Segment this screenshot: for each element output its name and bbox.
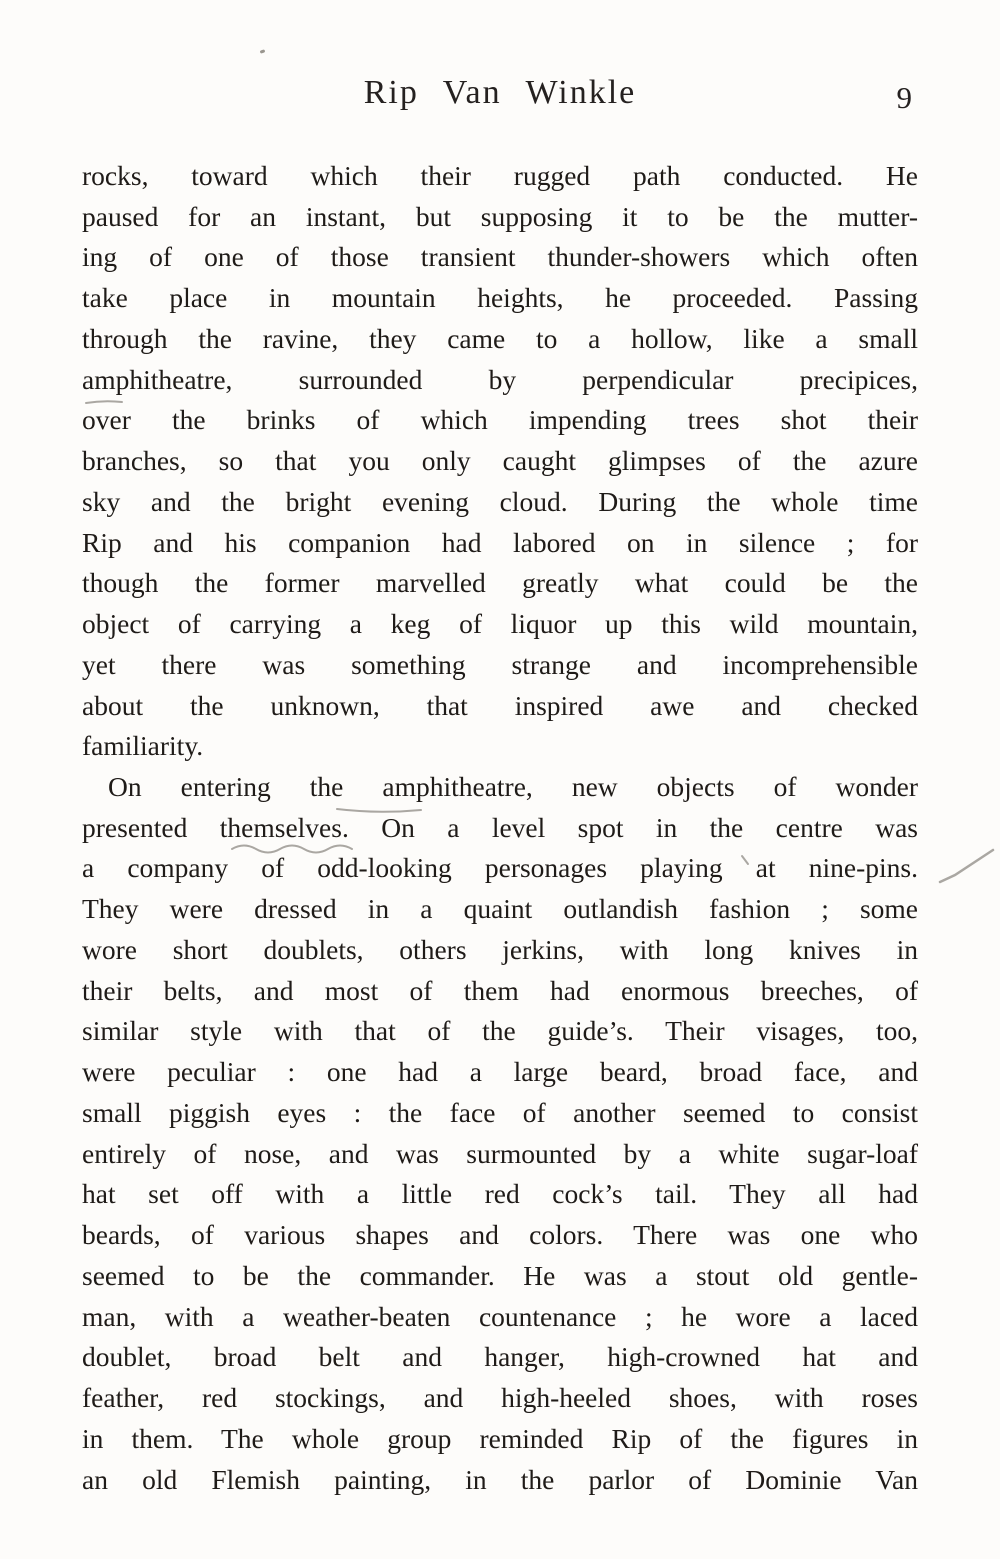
text-line: entirely of nose, and was surmounted by a white sugar-loaf xyxy=(82,1137,918,1169)
text-line: object of carrying a keg of liquor up this wild mountain, xyxy=(82,608,918,640)
text-line-paragraph-end: familiarity. xyxy=(82,730,204,762)
text-line: in them. The whole group reminded Rip of the figures in xyxy=(82,1422,918,1454)
text-line: through the ravine, they came to a hollow, like a small xyxy=(82,322,918,354)
text-line: wore short doublets, others jerkins, with long knives in xyxy=(82,933,918,965)
text-line: feather, red stockings, and high-heeled shoes, with roses xyxy=(82,1382,918,1414)
text-block xyxy=(82,156,918,1500)
text-line: an old Flemish painting, in the parlor of Dominie Van xyxy=(82,1463,918,1495)
text-line: doublet, broad belt and hanger, high-crowned hat and xyxy=(82,1341,918,1373)
text-line: amphitheatre, surrounded by perpendicular precipices, xyxy=(82,363,918,395)
text-line: sky and the bright evening cloud. During the whole time xyxy=(82,485,918,517)
text-line: seemed to be the commander. He was a stout old gentle- xyxy=(82,1259,918,1291)
text-line: presented themselves. On a level spot in the centre was xyxy=(82,811,918,843)
text-line: a company of odd-looking personages playing at nine-pins. xyxy=(82,852,918,884)
text-line: though the former marvelled greatly what could be the xyxy=(82,567,918,599)
pencil-check-icon xyxy=(940,850,993,882)
text-line: Rip and his companion had labored on in silence ; for xyxy=(82,526,918,558)
text-line: ing of one of those transient thunder-showers which often xyxy=(82,241,918,273)
text-line: rocks, toward which their rugged path conducted. He xyxy=(82,160,918,191)
text-line: take place in mountain heights, he proceeded. Passing xyxy=(82,282,918,314)
page-title: Rip Van Winkle xyxy=(363,74,637,111)
text-line: their belts, and most of them had enormous breeches, of xyxy=(82,974,918,1006)
text-line: hat set off with a little red cock’s tail. They all had xyxy=(82,1178,918,1210)
text-line: over the brinks of which impending trees shot their xyxy=(82,404,918,436)
text-line: were peculiar : one had a large beard, broad face, and xyxy=(82,1056,918,1088)
text-line: about the unknown, that inspired awe and checked xyxy=(82,689,918,721)
text-line: branches, so that you only caught glimpses of the azure xyxy=(82,445,918,477)
running-head xyxy=(0,74,1000,115)
text-line: They were dressed in a quaint outlandish fashion ; some xyxy=(82,893,918,925)
text-line: paused for an instant, but supposing it to be the mutter- xyxy=(82,200,918,232)
page-number: 9 xyxy=(896,80,912,115)
text-line: man, with a weather-beaten countenance ; he wore a laced xyxy=(82,1300,918,1332)
text-line: small piggish eyes : the face of another seemed to consist xyxy=(82,1096,918,1128)
text-line-paragraph-start: On entering the amphitheatre, new objects of wonder xyxy=(108,771,918,803)
text-line: beards, of various shapes and colors. There was one who xyxy=(82,1219,918,1251)
text-line: yet there was something strange and incomprehensible xyxy=(82,648,918,680)
text-line: similar style with that of the guide’s. Their visages, too, xyxy=(82,1015,918,1047)
paper-speck xyxy=(260,49,266,54)
